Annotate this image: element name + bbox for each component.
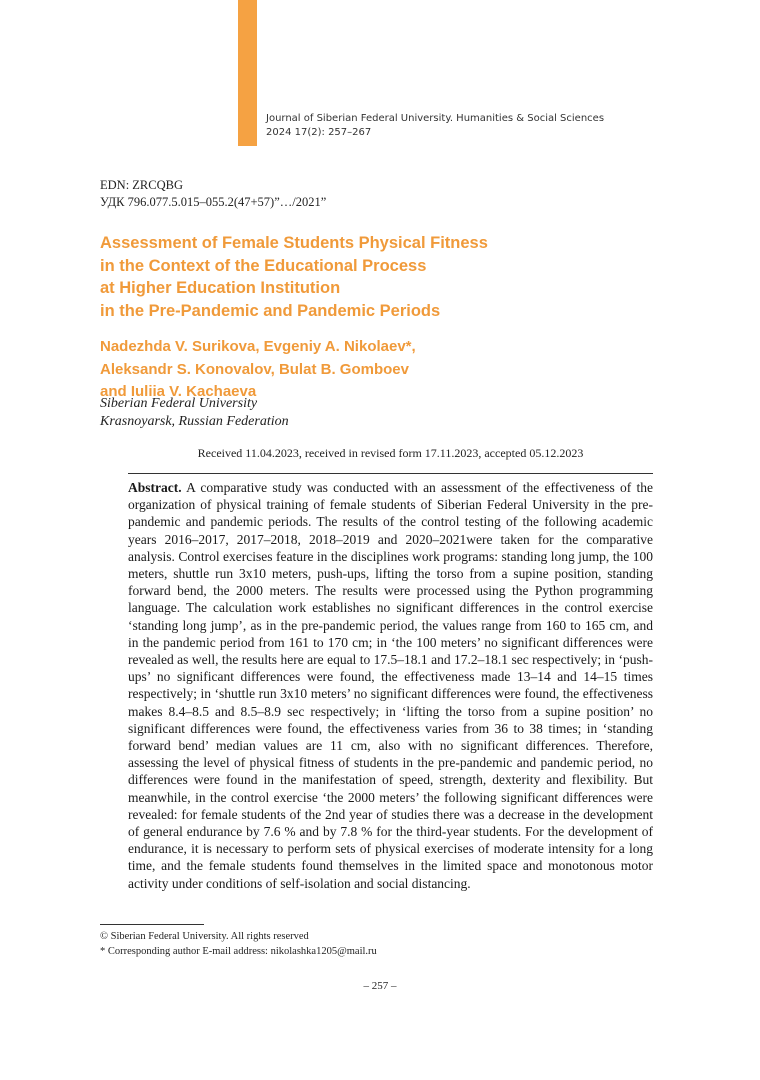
corresponding-author-note: * Corresponding author E-mail address: nikolashka1205@mail.ru bbox=[100, 946, 377, 957]
author-line: and Iuliia V. Kachaeva bbox=[100, 383, 257, 400]
received-dates: Received 11.04.2023, received in revised form 17.11.2023, accepted 05.12.2023 bbox=[197, 446, 584, 460]
footnotes bbox=[100, 929, 377, 959]
udc-code: УДК 796.077.5.015–055.2(47+57)”…/2021” bbox=[100, 195, 327, 209]
author-list bbox=[100, 336, 660, 404]
author-line: Aleksandr S. Konovalov, Bulat B. Gomboev bbox=[100, 360, 409, 378]
title-line: in the Context of the Educational Process bbox=[100, 256, 427, 275]
journal-name: Journal of Siberian Federal University. Humanities & Social Sciences bbox=[266, 113, 605, 124]
footnote-divider bbox=[100, 924, 204, 925]
orange-accent-bar bbox=[238, 0, 257, 146]
author-line: Nadezhda V. Surikova, Evgeniy A. Nikolaev*, bbox=[100, 338, 416, 355]
identifiers bbox=[100, 177, 326, 211]
affiliation bbox=[100, 395, 289, 431]
title-line: Assessment of Female Students Physical Fitness bbox=[100, 234, 488, 252]
abstract-divider bbox=[128, 473, 653, 474]
title-line: at Higher Education Institution bbox=[100, 279, 341, 297]
article-title bbox=[100, 232, 660, 322]
abstract-label: Abstract. bbox=[128, 480, 182, 495]
page-number: – 257 – bbox=[363, 980, 397, 992]
journal-issue: 2024 17(2): 257–267 bbox=[266, 127, 372, 138]
journal-header bbox=[266, 112, 604, 140]
abstract bbox=[128, 479, 653, 892]
edn-code: EDN: ZRCQBG bbox=[100, 178, 183, 192]
affiliation-institution: Siberian Federal University bbox=[100, 396, 258, 411]
abstract-text: A comparative study was conducted with an assessment of the effectiveness of the organization of physical training of female students of Siberian Federal University in the pre-pandemic and pandemic periods. The results of the control testing of the following academic years 2016–2017, 2017–2018, 2018–2019 and 2020–2021were taken for the comparative analysis. Control exercises feature in the disciplines work programs: standing long jump, the 100 meters, shuttle run 3x10 meters, push-ups, lifting the torso from a supine position, standing forward bend, the 2000 meters. The results were processed using the Python programming language. The calculation work establishes no significant differences in the control exercise ‘standing long jump’, as in the pre-pandemic period, the values range from 160 to 165 cm, and in the pandemic period from 161 to 170 cm; in ‘the 100 meters’ no significant differences were revealed as well, the results here are equal to 17.5–18.1 and 17.2–18.1 sec respectively; in ‘push-ups’ no significant differences were found, the effectiveness made 13–14 and 14–15 times respectively; in ‘shuttle run 3x10 meters’ no significant differences were found, the effectiveness makes 8.4–8.5 and 8.5–8.9 sec respectively; in ‘lifting the torso from a supine position’ no significant differences were found, the effectiveness varies from 36 to 38 times; in ‘standing forward bend’ median values are 11 cm, also with no significant differences. Therefore, assessing the level of physical fitness of students in the pre-pandemic and pandemic period, no differences were found in the manifestation of speed, strength, dexterity and flexibility. But meanwhile, in the control exercise ‘the 2000 meters’ the following significant differences were revealed: for female students of the 2nd year of studies there was a decrease in the development of general endurance by 7.6 % and by 7.8 % for the third-year students. For the development of endurance, it is necessary to perform sets of physical exercises of moderate intensity for a long time, and the female students found themselves in the limited space and monotonous motor activity under conditions of self-isolation and social distancing. bbox=[128, 480, 653, 891]
copyright-note: © Siberian Federal University. All rights reserved bbox=[100, 931, 309, 942]
title-line: in the Pre-Pandemic and Pandemic Periods bbox=[100, 301, 441, 320]
affiliation-location: Krasnoyarsk, Russian Federation bbox=[100, 414, 289, 429]
